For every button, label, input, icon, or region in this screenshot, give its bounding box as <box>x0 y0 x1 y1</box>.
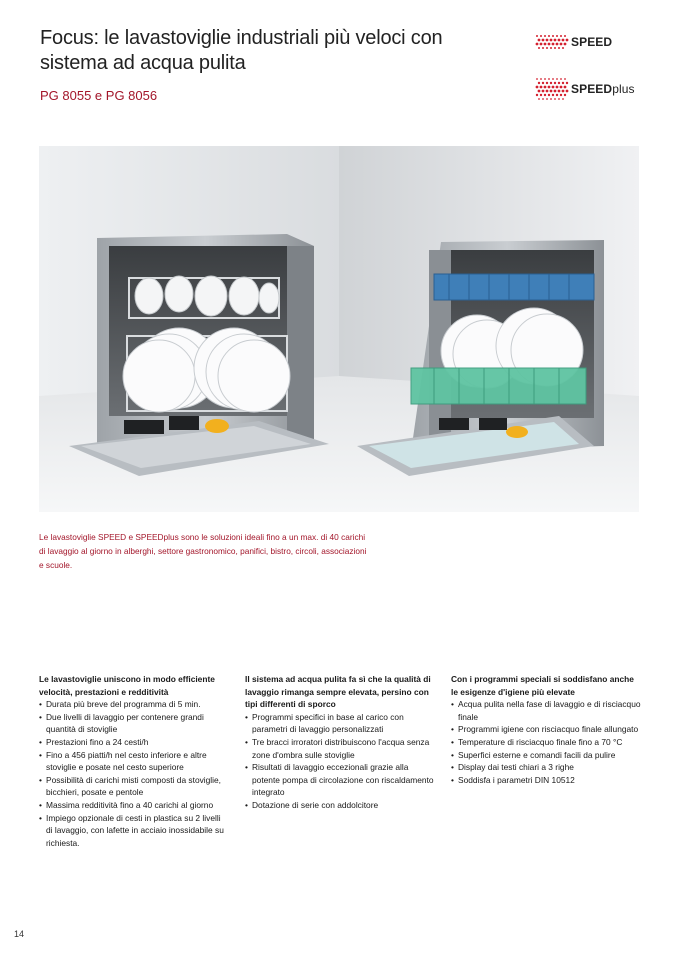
list-item: • Superfici esterne e comandi facili da pulire <box>451 749 641 762</box>
list-item: • Prestazioni fino a 24 cesti/h <box>39 736 227 749</box>
page-title: Focus: le lavastoviglie industriali più veloci con sistema ad acqua pulita <box>40 27 443 74</box>
list-item: • Programmi specifici in base al carico con parametri di lavaggio personalizzati <box>245 711 435 736</box>
list-item: • Impiego opzionale di cesti in plastica su 2 livelli di lavaggio, con lafette in acciaio inossidabile su richiesta. <box>39 812 227 850</box>
column-hygiene <box>451 673 641 786</box>
speedplus-logo-text: SPEEDplus <box>571 82 635 96</box>
bullet-list <box>245 711 435 812</box>
speed-logo <box>535 32 612 52</box>
speed-dots-icon <box>535 32 569 52</box>
bullet-list <box>451 698 641 786</box>
list-item: • Fino a 456 piatti/h nel cesto inferiore e altre stoviglie e posate nel cesto superiore <box>39 749 227 774</box>
list-item: • Display dai testi chiari a 3 righe <box>451 761 641 774</box>
page-subtitle: PG 8055 e PG 8056 <box>40 88 158 103</box>
speed-logo-text: SPEED <box>571 35 613 49</box>
list-item: • Due livelli di lavaggio per contenere grandi quantità di stoviglie <box>39 711 227 736</box>
speedplus-logo <box>535 76 635 102</box>
bullet-list <box>39 698 227 849</box>
column-heading: Le lavastoviglie uniscono in modo efficiente velocità, prestazioni e redditività <box>39 674 215 697</box>
photo-caption: Le lavastoviglie SPEED e SPEEDplus sono le soluzioni ideali fino a un max. di 40 carichi di lavaggio al giorno in alberghi, settore gastronomico, panifici, bistro, circoli, associazioni e scuole. <box>39 532 367 570</box>
list-item: • Durata più breve del programma di 5 min. <box>39 698 227 711</box>
column-clean-water <box>245 673 435 812</box>
list-item: • Programmi igiene con risciacquo finale allungato <box>451 723 641 736</box>
product-photo <box>39 146 639 512</box>
column-heading: Con i programmi speciali si soddisfano anche le esigenze d'igiene più elevate <box>451 674 634 697</box>
list-item: • Acqua pulita nella fase di lavaggio e di risciacquo finale <box>451 698 641 723</box>
speed-dishwasher-image <box>69 234 329 476</box>
list-item: • Possibilità di carichi misti composti da stoviglie, bicchieri, posate e pentole <box>39 774 227 799</box>
list-item: • Massima redditività fino a 40 carichi al giorno <box>39 799 227 812</box>
page-number: 14 <box>14 929 25 939</box>
speedplus-dots-icon <box>535 76 569 102</box>
list-item: • Temperature di risciacquo finale fino a 70 °C <box>451 736 641 749</box>
column-efficiency <box>39 673 227 849</box>
column-heading: Il sistema ad acqua pulita fa sì che la qualità di lavaggio rimanga sempre elevata, persino con tipi differenti di sporco <box>245 674 431 710</box>
list-item: • Soddisfa i parametri DIN 10512 <box>451 774 641 787</box>
list-item: • Risultati di lavaggio eccezionali grazie alla potente pompa di circolazione con riscaldamento integrato <box>245 761 435 799</box>
list-item: • Tre bracci irroratori distribuiscono l'acqua senza zone d'ombra sulle stoviglie <box>245 736 435 761</box>
list-item: • Dotazione di serie con addolcitore <box>245 799 435 812</box>
